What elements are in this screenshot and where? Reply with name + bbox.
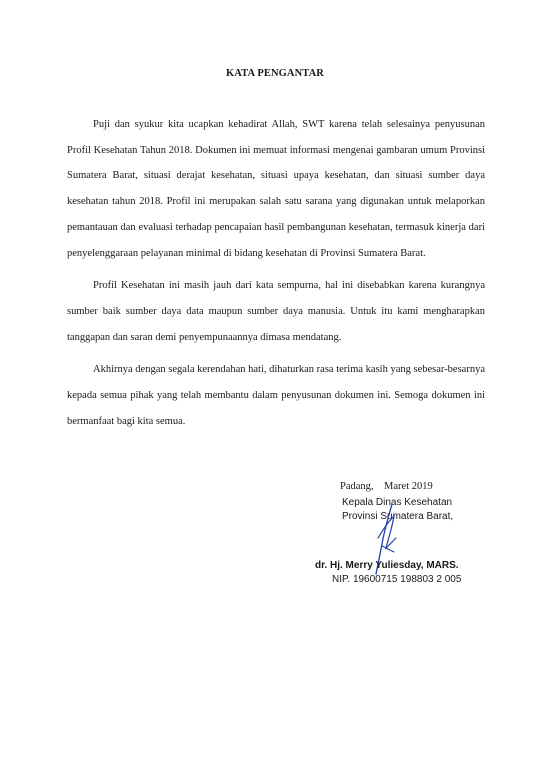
signer-position-line-1: Kepala Dinas Kesehatan xyxy=(342,497,453,508)
page-title: KATA PENGANTAR xyxy=(226,68,324,79)
body-text xyxy=(67,112,485,441)
signer-nip: NIP. 19600715 198803 2 005 xyxy=(332,574,462,585)
paragraph-3: Akhirnya dengan segala kerendahan hati, dihaturkan rasa terima kasih yang sebesar-besarnya kepada semua pihak yang telah membantu dalam penyusunan dokumen ini. Semoga dokumen ini bermanfaat bagi kita semua. xyxy=(67,364,485,427)
signer-name: dr. Hj. Merry Yuliesday, MARS. xyxy=(315,560,459,571)
paragraph-2: Profil Kesehatan ini masih jauh dari kata sempurna, hal ini disebabkan karena kurangnya sumber baik sumber daya data maupun sumber daya manusia. Untuk itu kami mengharapkan tanggapan dan saran demi penyempunaannya dimasa mendatang. xyxy=(67,280,485,343)
paragraph-1: Puji dan syukur kita ucapkan kehadirat Allah, SWT karena telah selesainya penyusunan Profil Kesehatan Tahun 2018. Dokumen ini memuat informasi mengenai gambaran umum Provinsi Sumatera Barat, situasi derajat kesehatan, situasi upaya kesehatan, dan situasi sumber daya kesehatan tahun 2018. Profil ini merupakan salah satu sarana yang digunakan untuk melaporkan pemantauan dan evaluasi terhadap pencapaian hasil pembangunan kesehatan, termasuk kinerja dari penyelenggaraan pelayanan minimal di bidang kesehatan di Provinsi Sumatera Barat. xyxy=(67,119,485,259)
signer-position-line-2: Provinsi Sumatera Barat, xyxy=(342,511,454,522)
place-date: Padang, Maret 2019 xyxy=(340,481,433,492)
